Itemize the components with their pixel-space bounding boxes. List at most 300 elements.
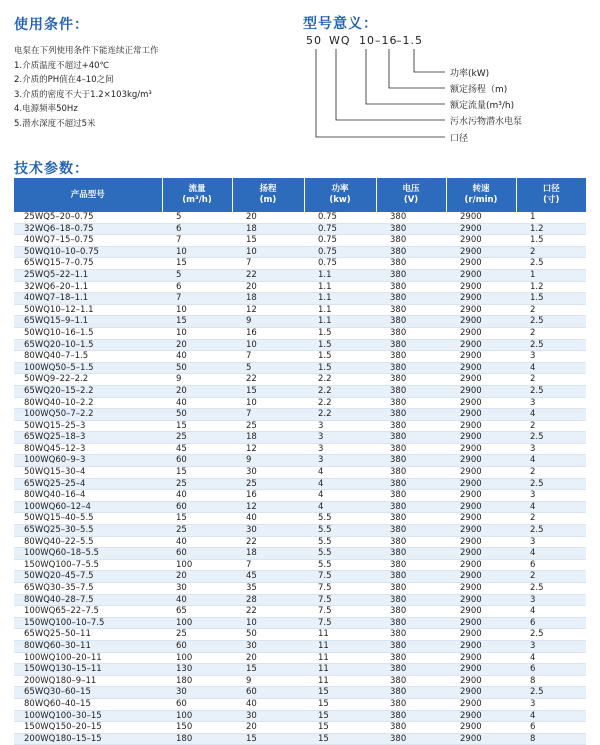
cell-caliber: 2 [516, 327, 586, 339]
cell-head: 16 [232, 327, 304, 339]
cell-power: 2.2 [304, 374, 376, 386]
cell-speed: 2900 [446, 397, 516, 409]
cell-voltage: 380 [376, 455, 446, 467]
table-row [14, 385, 586, 397]
header-head: 扬程 (m) [232, 178, 304, 212]
cell-head: 10 [232, 397, 304, 409]
table-row [14, 478, 586, 490]
cell-model: 65WQ25–30–5.5 [14, 525, 162, 537]
cell-flow: 7 [162, 293, 232, 305]
condition-line: 3.介质的密度不大于1.2×103kg/m³ [14, 89, 152, 100]
cell-speed: 2900 [446, 432, 516, 444]
cell-speed: 2900 [446, 362, 516, 374]
table-row [14, 409, 586, 421]
cell-head: 7 [232, 409, 304, 421]
cell-speed: 2900 [446, 258, 516, 270]
cell-flow: 60 [162, 455, 232, 467]
cell-speed: 2900 [446, 223, 516, 235]
cell-flow: 60 [162, 548, 232, 560]
label-flow: 额定流量(m³/h) [450, 101, 515, 111]
cell-caliber: 2 [516, 304, 586, 316]
cell-caliber: 4 [516, 710, 586, 722]
cell-voltage: 380 [376, 432, 446, 444]
cell-power: 5.5 [304, 513, 376, 525]
cell-flow: 45 [162, 443, 232, 455]
cell-caliber: 4 [516, 455, 586, 467]
cell-power: 7.5 [304, 571, 376, 583]
cell-speed: 2900 [446, 501, 516, 513]
cell-flow: 40 [162, 490, 232, 502]
cell-speed: 2900 [446, 548, 516, 560]
cell-speed: 2900 [446, 606, 516, 618]
spec-table [14, 178, 586, 745]
cell-model: 100WQ50–7–2.2 [14, 409, 162, 421]
cell-flow: 40 [162, 594, 232, 606]
table-row [14, 316, 586, 328]
cell-model: 32WQ6–18–0.75 [14, 223, 162, 235]
label-pump-type: 污水污物潜水电泵 [450, 117, 523, 127]
cell-speed: 2900 [446, 698, 516, 710]
cell-power: 1.5 [304, 362, 376, 374]
cell-voltage: 380 [376, 362, 446, 374]
cell-voltage: 380 [376, 235, 446, 247]
table-row [14, 687, 586, 699]
cell-flow: 20 [162, 339, 232, 351]
cell-voltage: 380 [376, 629, 446, 641]
cell-voltage: 380 [376, 675, 446, 687]
cell-head: 12 [232, 501, 304, 513]
cell-model: 80WQ40–10–2.2 [14, 397, 162, 409]
table-row [14, 571, 586, 583]
table-row [14, 339, 586, 351]
cell-caliber: 4 [516, 409, 586, 421]
cell-voltage: 380 [376, 571, 446, 583]
cell-model: 50WQ10–16–1.5 [14, 327, 162, 339]
cell-head: 7 [232, 351, 304, 363]
cell-voltage: 380 [376, 513, 446, 525]
cell-caliber: 1.2 [516, 281, 586, 293]
cell-flow: 40 [162, 351, 232, 363]
cell-speed: 2900 [446, 385, 516, 397]
cell-model: 100WQ60–12–4 [14, 501, 162, 513]
cell-power: 3 [304, 420, 376, 432]
cell-head: 28 [232, 594, 304, 606]
code-part-power: –1.5 [396, 34, 423, 47]
condition-line: 1.介质温度不超过+40℃ [14, 60, 110, 71]
cell-caliber: 2.5 [516, 316, 586, 328]
cell-power: 5.5 [304, 548, 376, 560]
cell-model: 25WQ5–20–0.75 [14, 212, 162, 223]
cell-caliber: 6 [516, 617, 586, 629]
cell-voltage: 380 [376, 733, 446, 745]
cell-head: 20 [232, 212, 304, 223]
cell-model: 65WQ20–15–2.2 [14, 385, 162, 397]
table-row [14, 733, 586, 745]
condition-line: 5.潜水深度不超过5米 [14, 118, 96, 129]
cell-model: 200WQ180–9–11 [14, 675, 162, 687]
cell-model: 50WQ15–25–3 [14, 420, 162, 432]
cell-flow: 20 [162, 571, 232, 583]
cell-head: 12 [232, 443, 304, 455]
cell-head: 25 [232, 420, 304, 432]
cell-model: 80WQ40–7–1.5 [14, 351, 162, 363]
cell-speed: 2900 [446, 710, 516, 722]
cell-head: 22 [232, 606, 304, 618]
cell-flow: 180 [162, 733, 232, 745]
code-part-type: WQ [329, 34, 351, 47]
cell-head: 9 [232, 316, 304, 328]
cell-flow: 60 [162, 501, 232, 513]
cell-speed: 2900 [446, 733, 516, 745]
cell-caliber: 1 [516, 212, 586, 223]
cell-speed: 2900 [446, 722, 516, 734]
cell-head: 30 [232, 525, 304, 537]
cell-head: 18 [232, 223, 304, 235]
cell-caliber: 2 [516, 374, 586, 386]
cell-head: 10 [232, 246, 304, 258]
cell-power: 15 [304, 733, 376, 745]
spec-table-header [14, 178, 586, 212]
cell-speed: 2900 [446, 304, 516, 316]
cell-head: 50 [232, 629, 304, 641]
cell-voltage: 380 [376, 617, 446, 629]
cell-power: 7.5 [304, 583, 376, 595]
table-row [14, 258, 586, 270]
table-row [14, 432, 586, 444]
cell-flow: 50 [162, 362, 232, 374]
cell-speed: 2900 [446, 235, 516, 247]
cell-flow: 25 [162, 478, 232, 490]
cell-head: 20 [232, 652, 304, 664]
cell-power: 7.5 [304, 617, 376, 629]
table-row [14, 536, 586, 548]
cell-speed: 2900 [446, 293, 516, 305]
cell-voltage: 380 [376, 246, 446, 258]
cell-head: 30 [232, 467, 304, 479]
cell-head: 22 [232, 536, 304, 548]
tech-title: 技术参数： [14, 161, 89, 177]
cell-power: 2.2 [304, 409, 376, 421]
cell-model: 80WQ45–12–3 [14, 443, 162, 455]
label-caliber: 口径 [450, 134, 469, 144]
cell-head: 16 [232, 490, 304, 502]
condition-line: 电泵在下列使用条件下能连续正常工作 [14, 46, 159, 56]
cell-model: 150WQ100–7–5.5 [14, 559, 162, 571]
header-caliber: 口径 (寸) [516, 178, 586, 212]
cell-power: 15 [304, 722, 376, 734]
cell-voltage: 380 [376, 525, 446, 537]
cell-model: 65WQ25–18–3 [14, 432, 162, 444]
cell-power: 5.5 [304, 536, 376, 548]
cell-model: 100WQ65–22–7.5 [14, 606, 162, 618]
cell-flow: 9 [162, 374, 232, 386]
cell-head: 15 [232, 235, 304, 247]
cell-power: 11 [304, 640, 376, 652]
cell-head: 60 [232, 687, 304, 699]
cell-power: 1.1 [304, 304, 376, 316]
cell-power: 4 [304, 490, 376, 502]
cell-power: 5.5 [304, 525, 376, 537]
cell-flow: 50 [162, 409, 232, 421]
cell-head: 20 [232, 281, 304, 293]
cell-power: 0.75 [304, 223, 376, 235]
cell-speed: 2900 [446, 571, 516, 583]
cell-flow: 100 [162, 617, 232, 629]
code-part-flow: 10 [359, 34, 375, 47]
cell-caliber: 1 [516, 269, 586, 281]
cell-flow: 5 [162, 212, 232, 223]
cell-voltage: 380 [376, 478, 446, 490]
cell-power: 5.5 [304, 559, 376, 571]
cell-speed: 2900 [446, 420, 516, 432]
cell-flow: 100 [162, 710, 232, 722]
cell-speed: 2900 [446, 409, 516, 421]
cell-speed: 2900 [446, 640, 516, 652]
cell-voltage: 380 [376, 293, 446, 305]
cell-voltage: 380 [376, 223, 446, 235]
cell-caliber: 1.5 [516, 235, 586, 247]
cell-head: 30 [232, 640, 304, 652]
cell-speed: 2900 [446, 351, 516, 363]
cell-speed: 2900 [446, 212, 516, 223]
cell-power: 1.1 [304, 281, 376, 293]
cell-voltage: 380 [376, 536, 446, 548]
table-row [14, 420, 586, 432]
cell-voltage: 380 [376, 722, 446, 734]
cell-head: 7 [232, 258, 304, 270]
table-row [14, 269, 586, 281]
table-row [14, 223, 586, 235]
cell-head: 15 [232, 385, 304, 397]
cell-flow: 100 [162, 652, 232, 664]
cell-flow: 15 [162, 513, 232, 525]
cell-model: 65WQ25–50–11 [14, 629, 162, 641]
cell-model: 80WQ60–40–15 [14, 698, 162, 710]
cell-head: 9 [232, 675, 304, 687]
cell-voltage: 380 [376, 420, 446, 432]
cell-power: 11 [304, 652, 376, 664]
cell-speed: 2900 [446, 467, 516, 479]
table-row [14, 710, 586, 722]
table-row [14, 397, 586, 409]
cell-speed: 2900 [446, 478, 516, 490]
table-row [14, 327, 586, 339]
cell-power: 0.75 [304, 246, 376, 258]
cell-caliber: 6 [516, 722, 586, 734]
cell-power: 4 [304, 478, 376, 490]
cell-head: 40 [232, 513, 304, 525]
cell-caliber: 4 [516, 652, 586, 664]
table-row [14, 246, 586, 258]
cell-head: 20 [232, 722, 304, 734]
cell-speed: 2900 [446, 269, 516, 281]
cell-head: 30 [232, 710, 304, 722]
cell-flow: 20 [162, 385, 232, 397]
cell-model: 50WQ10–10–0.75 [14, 246, 162, 258]
cell-voltage: 380 [376, 304, 446, 316]
cell-power: 0.75 [304, 258, 376, 270]
cell-flow: 5 [162, 269, 232, 281]
cell-flow: 60 [162, 640, 232, 652]
cell-voltage: 380 [376, 687, 446, 699]
cell-head: 5 [232, 362, 304, 374]
cell-speed: 2900 [446, 675, 516, 687]
cell-head: 40 [232, 698, 304, 710]
cell-flow: 6 [162, 223, 232, 235]
cell-caliber: 3 [516, 698, 586, 710]
cell-flow: 40 [162, 536, 232, 548]
cell-caliber: 1.2 [516, 223, 586, 235]
cell-speed: 2900 [446, 594, 516, 606]
cell-speed: 2900 [446, 664, 516, 676]
cell-flow: 10 [162, 304, 232, 316]
cell-flow: 7 [162, 235, 232, 247]
cell-flow: 60 [162, 698, 232, 710]
table-row [14, 362, 586, 374]
cell-voltage: 380 [376, 327, 446, 339]
cell-voltage: 380 [376, 664, 446, 676]
cell-voltage: 380 [376, 501, 446, 513]
cell-model: 150WQ150–20–15 [14, 722, 162, 734]
cell-caliber: 3 [516, 397, 586, 409]
cell-flow: 25 [162, 432, 232, 444]
cell-model: 65WQ30–35–7.5 [14, 583, 162, 595]
cell-head: 12 [232, 304, 304, 316]
cell-voltage: 380 [376, 710, 446, 722]
cell-speed: 2900 [446, 455, 516, 467]
header-power: 功率 (kw) [304, 178, 376, 212]
cell-caliber: 2.5 [516, 525, 586, 537]
table-row [14, 722, 586, 734]
cell-voltage: 380 [376, 316, 446, 328]
cell-head: 45 [232, 571, 304, 583]
condition-line: 4.电源频率50Hz [14, 104, 78, 114]
cell-caliber: 4 [516, 606, 586, 618]
model-meaning-title: 型号意义： [303, 16, 378, 32]
cell-speed: 2900 [446, 617, 516, 629]
cell-speed: 2900 [446, 316, 516, 328]
header-speed: 转速 (r/min) [446, 178, 516, 212]
cell-caliber: 2 [516, 467, 586, 479]
cell-caliber: 8 [516, 733, 586, 745]
cell-voltage: 380 [376, 409, 446, 421]
table-row [14, 652, 586, 664]
cell-power: 2.2 [304, 397, 376, 409]
table-row [14, 525, 586, 537]
cell-speed: 2900 [446, 490, 516, 502]
cell-voltage: 380 [376, 397, 446, 409]
cell-flow: 30 [162, 583, 232, 595]
cell-flow: 15 [162, 316, 232, 328]
cell-power: 7.5 [304, 606, 376, 618]
cell-speed: 2900 [446, 536, 516, 548]
table-row [14, 606, 586, 618]
cell-voltage: 380 [376, 583, 446, 595]
cell-head: 10 [232, 617, 304, 629]
cell-voltage: 380 [376, 443, 446, 455]
cell-model: 100WQ50–5–1.5 [14, 362, 162, 374]
cell-speed: 2900 [446, 583, 516, 595]
condition-line: 2.介质的PH值在4–10之间 [14, 75, 114, 85]
cell-caliber: 2.5 [516, 629, 586, 641]
cell-caliber: 1.5 [516, 293, 586, 305]
cell-model: 65WQ30–60–15 [14, 687, 162, 699]
cell-model: 40WQ7–15–0.75 [14, 235, 162, 247]
cell-model: 40WQ7–18–1.1 [14, 293, 162, 305]
cell-speed: 2900 [446, 374, 516, 386]
cell-caliber: 2.5 [516, 583, 586, 595]
cell-caliber: 2.5 [516, 687, 586, 699]
cell-voltage: 380 [376, 548, 446, 560]
cell-voltage: 380 [376, 351, 446, 363]
cell-head: 25 [232, 478, 304, 490]
cell-speed: 2900 [446, 327, 516, 339]
cell-flow: 30 [162, 687, 232, 699]
table-row [14, 548, 586, 560]
cell-voltage: 380 [376, 258, 446, 270]
cell-power: 3 [304, 455, 376, 467]
cell-head: 18 [232, 432, 304, 444]
header-model: 产品型号 [14, 178, 162, 212]
cell-flow: 180 [162, 675, 232, 687]
table-row [14, 583, 586, 595]
cell-power: 0.75 [304, 212, 376, 223]
cell-voltage: 380 [376, 281, 446, 293]
cell-voltage: 380 [376, 606, 446, 618]
cell-voltage: 380 [376, 594, 446, 606]
cell-voltage: 380 [376, 339, 446, 351]
cell-model: 50WQ9–22–2.2 [14, 374, 162, 386]
cell-caliber: 6 [516, 559, 586, 571]
table-row [14, 374, 586, 386]
cell-model: 65WQ15–7–0.75 [14, 258, 162, 270]
model-meaning-diagram [0, 0, 600, 160]
cell-model: 80WQ40–28–7.5 [14, 594, 162, 606]
table-row [14, 443, 586, 455]
cell-caliber: 3 [516, 594, 586, 606]
cell-model: 65WQ15–9–1.1 [14, 316, 162, 328]
cell-voltage: 380 [376, 269, 446, 281]
cell-power: 3 [304, 443, 376, 455]
cell-flow: 40 [162, 397, 232, 409]
cell-flow: 6 [162, 281, 232, 293]
label-power: 功率(kW) [450, 69, 490, 79]
code-part-head: –16 [375, 34, 398, 47]
cell-caliber: 3 [516, 351, 586, 363]
table-row [14, 675, 586, 687]
table-row [14, 351, 586, 363]
cell-speed: 2900 [446, 652, 516, 664]
cell-power: 2.2 [304, 385, 376, 397]
cell-flow: 25 [162, 629, 232, 641]
table-row [14, 640, 586, 652]
header-voltage: 电压 (V) [376, 178, 446, 212]
cell-caliber: 2.5 [516, 432, 586, 444]
cell-caliber: 6 [516, 664, 586, 676]
cell-caliber: 2.5 [516, 339, 586, 351]
table-row [14, 513, 586, 525]
cell-power: 11 [304, 675, 376, 687]
cell-caliber: 2.5 [516, 385, 586, 397]
table-row [14, 455, 586, 467]
cell-speed: 2900 [446, 513, 516, 525]
cell-model: 100WQ60–18–5.5 [14, 548, 162, 560]
cell-speed: 2900 [446, 281, 516, 293]
cell-voltage: 380 [376, 490, 446, 502]
cell-head: 22 [232, 374, 304, 386]
cell-power: 0.75 [304, 235, 376, 247]
cell-model: 65WQ25–25–4 [14, 478, 162, 490]
